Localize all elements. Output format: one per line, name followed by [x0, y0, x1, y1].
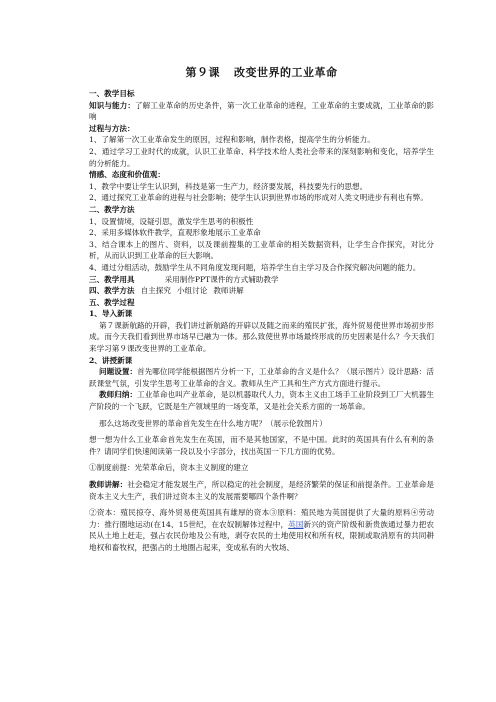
section-heading: 二、教学方法: [89, 204, 135, 214]
paragraph: [89, 100, 434, 123]
subheading: 教师讲解：: [89, 480, 128, 489]
subheading: 1、导入新课: [89, 309, 133, 319]
subheading: 问题设置：: [99, 367, 138, 377]
paragraph-text: 新兴的资产阶级和新贵族通过暴力把农民从土地上赶走，强占农民份地及公有地，剥夺农民的土地使用权和所有权，限制或取消原有的共同耕地权和畜牧权，把强占的土地圈占起来，变成私有的大牧场、: [89, 519, 434, 552]
paragraph: 4、通过分组活动，鼓励学生从不同角度发现问题，培养学生自主学习及合作探究解决问题的能力。: [89, 262, 421, 272]
paragraph: 2、通过探究工业革命的进程与社会影响；使学生认识到世界市场的形成对人类文明进步有利也有弊。: [89, 193, 428, 203]
paragraph: [89, 507, 434, 553]
section-heading: 四、教学方法: [89, 286, 135, 296]
paragraph: 第７课新航路的开辟，我们讲过新航路的开辟以及随之而来的殖民扩张，海外贸易使世界市场初步形成。而今天我们看到世界市场早已融为一体。那么致使世界市场最终形成的历史因素是什么？今天我们来学习第９课改变世界的工业革命。: [89, 320, 434, 354]
paragraph: 2、采用多媒体软件教学，直观形象地展示工业革命: [89, 228, 261, 238]
subheading: 过程与方法：: [89, 123, 135, 133]
paragraph: [89, 274, 434, 286]
subheading: 情感、态度和价值观：: [89, 170, 165, 180]
paragraph: [89, 479, 434, 502]
paragraph-text: 工业革命也叫产业革命，是以机器取代人力，资本主义由工场手工业阶段到工厂大机器生产阶段的一个飞跃，它既是生产领域里的一场变革，又是社会关系方面的一场革命。: [89, 390, 435, 412]
paragraph: [89, 366, 434, 389]
paragraph: 2、通过学习工业时代的成就，认识工业革命、科学技术给人类社会带来的深刻影响和变化，培养学生的分析能力。: [89, 146, 434, 168]
method-item: 小组讨论: [176, 286, 208, 296]
method-item: 自主探究: [140, 286, 171, 296]
paragraph: 1、教学中要让学生认识到，科技是第一生产力，经济要发展，科技要先行的思想。: [89, 181, 368, 191]
england-link[interactable]: 英国: [288, 519, 304, 529]
paragraph-text: ②资本：殖民掠夺、海外贸易使英国具有雄厚的资本③原料：殖民地为英国提供了大量的原料④劳动力：推行圈地运动(在14、15世纪，在农奴制解体过程中，: [89, 508, 434, 529]
paragraph-text: 首先哪位同学能根据图片分析一下，工业革命的含义是什么？（展示图片）设计思路：活跃课堂气氛，引发学生思考工业革命的含义。教师从生产工具和生产方式方面进行提示。: [89, 367, 435, 388]
paragraph-text: 了解工业革命的历史条件，第一次工业革命的进程，工业革命的主要成就，工业革命的影响: [89, 100, 435, 122]
paragraph: ①制度前提：光荣革命后，资本主义制度的建立: [89, 463, 249, 473]
paragraph: [89, 389, 434, 412]
paragraph: [89, 285, 434, 297]
lesson-name: 改变世界的工业革命: [234, 66, 338, 79]
paragraph: 1、设置情境，设疑引思，激发学生思考的积极性: [89, 216, 254, 226]
paragraph-text: 社会稳定才能发展生产，所以稳定的社会制度，是经济繁荣的保证和前提条件。工业革命是资本主义大生产，我们讲过资本主义的发展需要哪四个条件啊？: [89, 480, 434, 501]
lesson-number: 第９课: [185, 66, 220, 79]
section-heading: 三、教学用具: [89, 274, 135, 284]
paragraph: 1、了解第一次工业革命发生的原因，过程和影响，制作表格，提高学生的分析能力。: [89, 135, 375, 145]
section-heading: 五、教学过程: [89, 297, 135, 307]
page-title: [89, 64, 434, 80]
paragraph-text: 采用制作PPT课件的方式辅助教学: [164, 274, 279, 284]
subheading: 2、讲授新课: [89, 355, 133, 365]
subheading: 教师归纳：: [99, 390, 138, 400]
paragraph: 3、结合课本上的图片、资料，以及课前搜集的工业革命的相关数据资料，让学生合作探究，对比分析，从而认识到工业革命的巨大影响。: [89, 239, 434, 261]
section-heading: 一、教学目标: [89, 89, 135, 98]
paragraph: 想一想为什么工业革命首先发生在英国，而不是其他国家，不是中国。此时的英国具有什么有利的条件？请同学们快速阅读第一段以及小字部分，找出英国一下几方面的优势。: [89, 435, 434, 456]
paragraph: 那么这场改变世界的革命首先发生在什么地方呢？（展示伦敦图片）: [99, 418, 327, 428]
subheading: 知识与能力：: [89, 100, 136, 110]
method-item: 教师讲解: [213, 286, 244, 296]
